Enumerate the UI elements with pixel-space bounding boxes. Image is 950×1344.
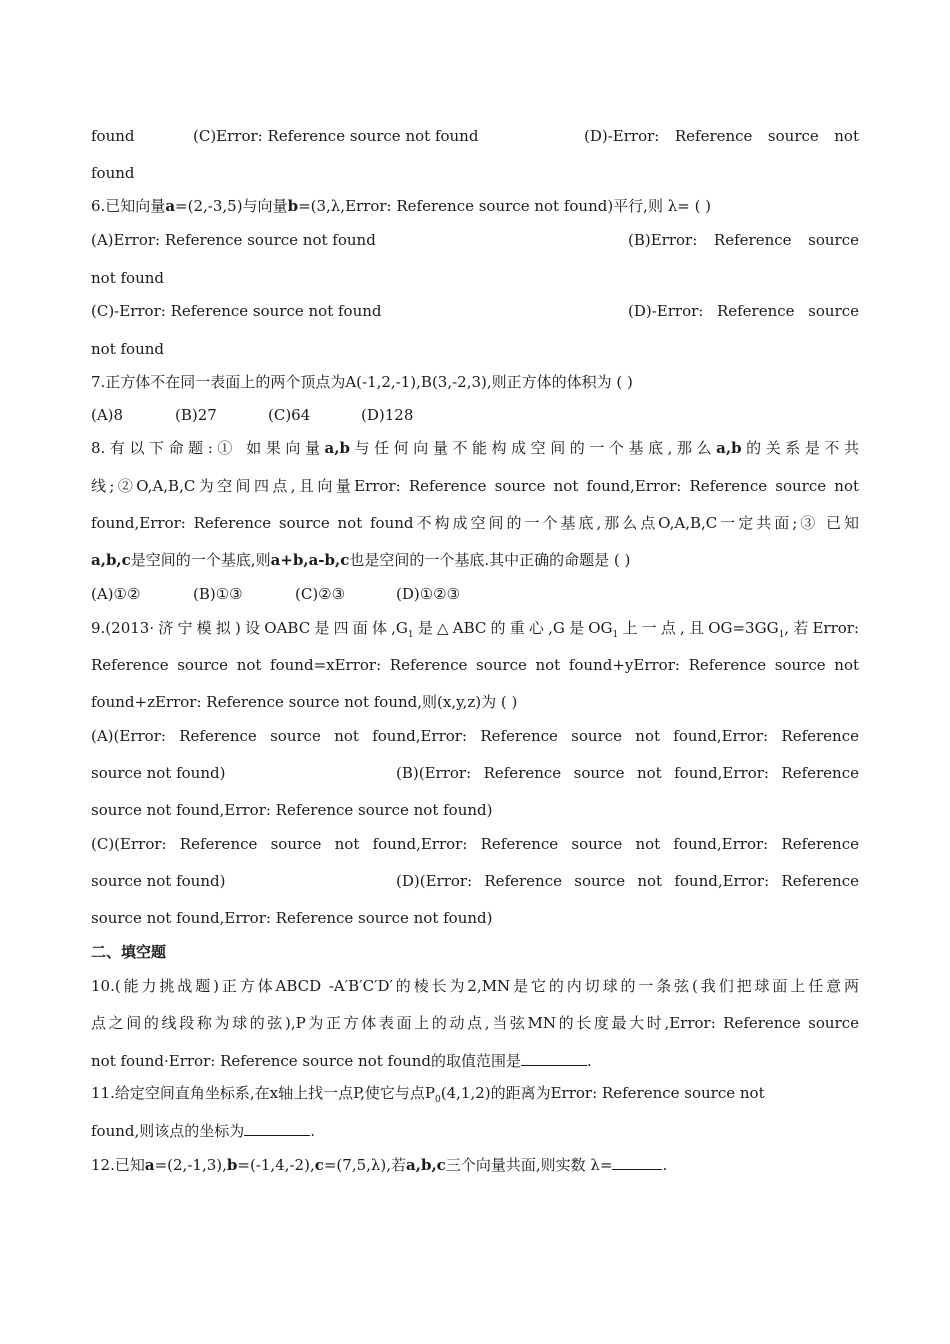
q12-stem: 12.已知a=(2,-1,3),b=(-1,4,-2),c=(7,5,λ),若a,b,c三个向量共面,则实数 λ= . [91, 1156, 668, 1174]
q7-option-c: (C)64 [268, 406, 311, 424]
q7-stem: 7.正方体不在同一表面上的两个顶点为A(-1,2,-1),B(3,-2,3),则正方体的体积为 ( ) [91, 373, 633, 391]
q9-option-b-cont: source not found,Error: Reference source not found) [91, 801, 493, 819]
q6-option-d: (D)-Error: Reference source [628, 302, 859, 320]
q7-option-d: (D)128 [361, 406, 414, 424]
q8-option-a: (A)①② [91, 585, 141, 603]
q8-line-2: 线;②O,A,B,C为空间四点,且向量Error: Reference source not found,Error: Reference source not [91, 477, 859, 495]
q8-line-1: 8.有以下命题:① 如果向量a,b与任何向量不能构成空间的一个基底,那么a,b的关系是不共 [91, 439, 859, 457]
q9-line-2: Reference source not found=xError: Reference source not found+yError: Reference source not [91, 656, 859, 674]
q5-option-tail: found [91, 127, 135, 145]
answer-blank [521, 1050, 587, 1066]
q5-option-d-cont: found [91, 164, 135, 182]
q8-option-d: (D)①②③ [396, 585, 461, 603]
q5-option-d: (D)-Error: Reference source not [584, 127, 859, 145]
q8-option-c: (C)②③ [295, 585, 346, 603]
q6-option-d-cont: not found [91, 340, 164, 358]
q6-option-c: (C)-Error: Reference source not found [91, 302, 382, 320]
q10-line-3: not found·Error: Reference source not found的取值范围是 . [91, 1052, 592, 1070]
q9-option-c-cont: source not found) [91, 872, 226, 890]
q8-option-b: (B)①③ [193, 585, 243, 603]
q8-line-4: a,b,c是空间的一个基底,则a+b,a-b,c也是空间的一个基底.其中正确的命题是 ( ) [91, 551, 631, 569]
q9-option-a: (A)(Error: Reference source not found,Error: Reference source not found,Error: Reference [91, 727, 859, 745]
q10-line-2: 点之间的线段称为球的弦),P为正方体表面上的动点,当弦MN的长度最大时,Error: Reference source [91, 1014, 859, 1032]
q11-line-2: found,则该点的坐标为 . [91, 1122, 316, 1140]
q9-option-d: (D)(Error: Reference source not found,Error: Reference [396, 872, 859, 890]
answer-blank [244, 1120, 310, 1136]
q8-line-3: found,Error: Reference source not found不构成空间的一个基底,那么点O,A,B,C一定共面;③ 已知 [91, 514, 859, 532]
q5-option-c: (C)Error: Reference source not found [193, 127, 479, 145]
answer-blank [612, 1154, 662, 1170]
section-heading: 二、填空题 [91, 943, 167, 961]
q9-line-1: 9.(2013·济宁模拟)设OABC是四面体$,G_1$是△ABC的重心,G是$OG_1$上一点,且$OG=3GG_1$,若Error: [91, 619, 859, 638]
q9-option-c: (C)(Error: Reference source not found,Error: Reference source not found,Error: Reference [91, 835, 859, 853]
q9-option-d-cont: source not found,Error: Reference source not found) [91, 909, 493, 927]
q10-line-1: 10.(能力挑战题)正方体ABCD -A′B′C′D′的棱长为2,MN是它的内切球的一条弦(我们把球面上任意两 [91, 977, 859, 995]
q11-line-1: 11.给定空间直角坐标系,在x轴上找一点P,使它与点$P_0(4,1,2)$的距离为Error: Reference source not [91, 1084, 765, 1103]
q6-option-b: (B)Error: Reference source [628, 231, 859, 249]
q9-line-3: found+zError: Reference source not found,则(x,y,z)为 ( ) [91, 693, 518, 711]
q6-stem: 6.已知向量a=(2,-3,5)与向量b=(3,λ,Error: Reference source not found)平行,则 λ= ( ) [91, 197, 712, 215]
q7-option-a: (A)8 [91, 406, 124, 424]
q9-option-b: (B)(Error: Reference source not found,Error: Reference [396, 764, 859, 782]
q6-option-a: (A)Error: Reference source not found [91, 231, 376, 249]
q9-option-a-cont: source not found) [91, 764, 226, 782]
q7-option-b: (B)27 [175, 406, 217, 424]
q6-option-b-cont: not found [91, 269, 164, 287]
